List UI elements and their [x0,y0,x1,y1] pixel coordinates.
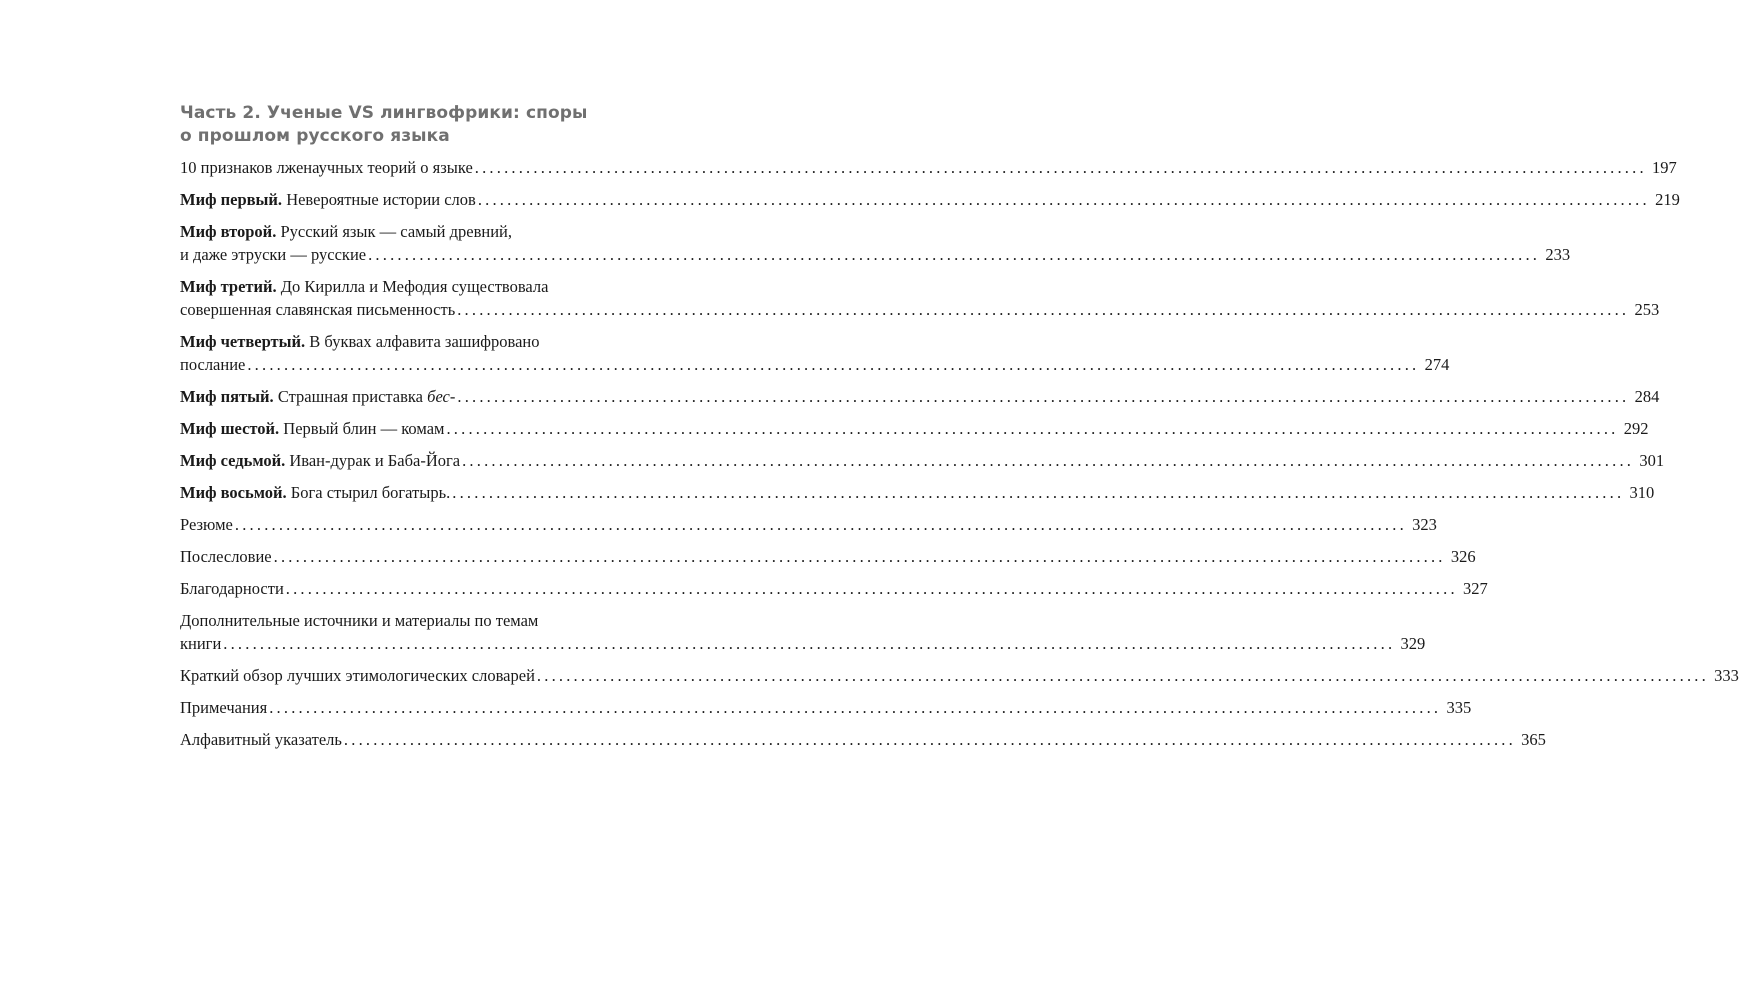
myth-label: Миф шестой. [180,419,280,438]
toc-entry [180,728,1546,751]
dot-leader: ................................................................................................................................................................ [368,245,1541,264]
page-number: 197 [1652,158,1677,177]
toc-entry-text [180,481,450,504]
toc-entry [180,156,1677,179]
page-number: 233 [1545,245,1571,264]
toc-entry-text [180,513,233,536]
toc-entry [180,330,1450,376]
toc-entry [180,696,1472,719]
part-title [180,102,675,148]
entry-title: Краткий обзор лучших этимологических словарей [180,666,535,685]
toc-entry-line [180,156,1677,179]
dot-leader: ................................................................................................................................................................ [536,666,1709,685]
entry-title: Первый блин — комам [283,419,445,438]
myth-label: Миф седьмой. [180,451,286,470]
toc-entry-text [180,385,455,408]
dot-leader: ................................................................................................................................................................ [269,698,1442,717]
dot-leader: ................................................................................................................................................................ [462,451,1635,470]
myth-label: Миф пятый. [180,387,274,406]
part-title-line-2: о прошлом русского языка [180,126,450,146]
myth-label: Миф третий. [180,277,277,296]
toc-entry-text [180,696,267,719]
page-number: 327 [1463,579,1488,598]
toc-entry [180,385,1660,408]
myth-label: Миф первый. [180,190,283,209]
toc-entry-text [180,545,272,568]
entry-title: Резюме [180,515,233,534]
entry-title: Иван-дурак и Баба-Йога [289,451,461,470]
toc-entry-line [180,696,1472,719]
toc-entry-line [180,545,1476,568]
toc-entry [180,449,1665,472]
toc-entry [180,577,1488,600]
page-number: 301 [1639,451,1665,470]
page-number: 333 [1714,666,1739,685]
entry-title: Благодарности [180,579,284,598]
toc-entry-text [180,664,535,687]
toc-entry-text [180,156,473,179]
toc-entry-line [180,513,1437,536]
toc-entry-text [180,417,444,440]
entry-title-italic: бес- [427,387,456,406]
part-title-line-1: Часть 2. Ученые VS лингвофрики: споры [180,103,588,123]
page-number: 292 [1623,419,1649,438]
page-number: 274 [1424,355,1450,374]
entry-title: Невероятные истории слов [286,190,476,209]
toc-entry [180,275,1660,321]
toc-entry-line [180,609,675,632]
toc-entry-line [180,449,1665,472]
page-number: 326 [1450,547,1476,566]
dot-leader: ................................................................................................................................................................ [477,190,1650,209]
toc-entry [180,417,1649,440]
dot-leader: ................................................................................................................................................................ [457,300,1630,319]
toc-entry-line [180,664,1739,687]
page-number: 329 [1400,634,1426,653]
toc-entry-line [180,298,1660,321]
toc-entry [180,513,1437,536]
toc-entry-text [180,609,538,632]
toc-entry-text [180,728,342,751]
toc-entry-line [180,417,1649,440]
dot-leader: ................................................................................................................................................................ [452,483,1625,502]
toc-entry-text [180,243,366,266]
toc-entry-line [180,220,675,243]
entry-title: книги [180,634,222,653]
entry-title: Дополнительные источники и материалы по темам [180,611,539,630]
toc-entry-text [180,577,284,600]
page-number: 310 [1629,483,1655,502]
toc-entry-text [180,330,539,353]
toc-entry-line [180,385,1660,408]
entry-title: совершенная славянская письменность [180,300,456,319]
page-number: 335 [1446,698,1472,717]
entry-title: 10 признаков лженаучных теорий о языке [180,158,473,177]
entry-title: послание [180,355,246,374]
page-number: 253 [1634,300,1660,319]
entry-title: Послесловие [180,547,272,566]
entry-title: Страшная приставка [277,387,424,406]
toc-entry-line [180,275,675,298]
entry-title: Бога стырил богатырь. [290,483,451,502]
toc-entry-text [180,632,221,655]
toc-entry-text [180,220,512,243]
myth-label: Миф четвертый. [180,332,306,351]
toc-entry-line [180,188,1680,211]
toc-entry-line [180,577,1488,600]
dot-leader: ................................................................................................................................................................ [234,515,1407,534]
page-number: 365 [1521,730,1546,749]
toc-entry [180,481,1655,504]
dot-leader: ................................................................................................................................................................ [285,579,1458,598]
toc-entry-text [180,353,245,376]
dot-leader: ................................................................................................................................................................ [446,419,1619,438]
page-number: 323 [1412,515,1437,534]
entry-title: В буквах алфавита зашифровано [309,332,540,351]
dot-leader: ................................................................................................................................................................ [474,158,1647,177]
entry-title: и даже этруски — русские [180,245,367,264]
dot-leader: ................................................................................................................................................................ [343,730,1516,749]
dot-leader: ................................................................................................................................................................ [273,547,1446,566]
toc-entry-text [180,298,455,321]
toc-entry [180,545,1476,568]
toc-entry-line [180,243,1571,266]
toc-entry-line [180,330,675,353]
dot-leader: ................................................................................................................................................................ [247,355,1420,374]
entry-title: Примечания [180,698,268,717]
entry-title: До Кирилла и Мефодия существовала [280,277,549,296]
toc-entry-text [180,275,548,298]
dot-leader: ................................................................................................................................................................ [223,634,1396,653]
entry-title: Алфавитный указатель [180,730,342,749]
myth-label: Миф восьмой. [180,483,287,502]
toc-entry-line [180,632,1426,655]
page-number: 284 [1634,387,1660,406]
toc-page [180,102,1739,760]
toc-entry [180,220,1571,266]
table-of-contents [180,156,1739,751]
toc-entry-text [180,188,476,211]
dot-leader: ................................................................................................................................................................ [457,387,1630,406]
toc-entry-line [180,481,1655,504]
toc-entry [180,664,1739,687]
myth-label: Миф второй. [180,222,277,241]
page-number: 219 [1655,190,1680,209]
toc-entry-line [180,728,1546,751]
entry-title: Русский язык — самый древний, [280,222,512,241]
toc-entry [180,609,1426,655]
toc-entry-text [180,449,460,472]
toc-entry [180,188,1680,211]
toc-entry-line [180,353,1450,376]
